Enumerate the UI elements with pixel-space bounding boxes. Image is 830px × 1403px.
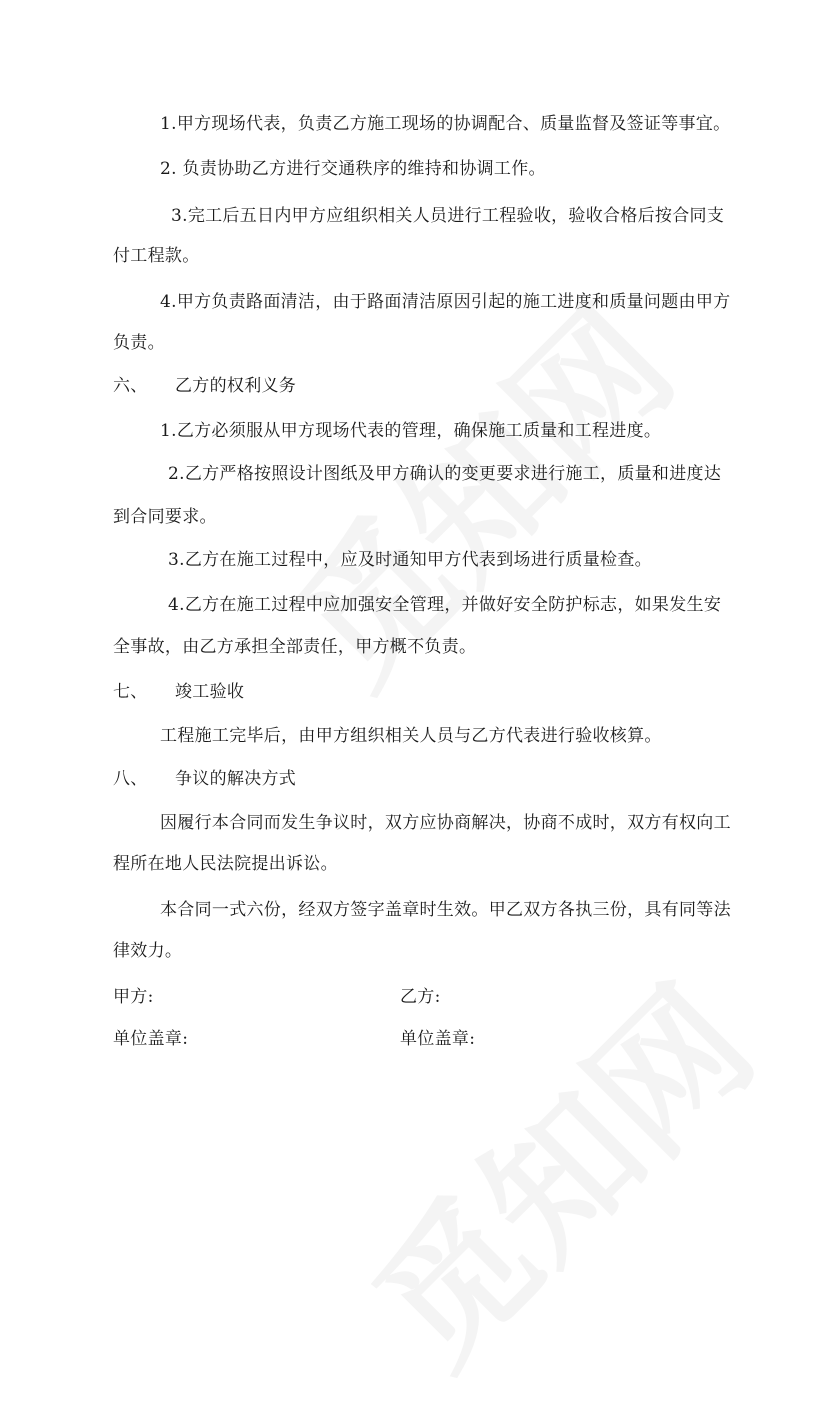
paragraph-line: 负责。: [113, 333, 165, 353]
paragraph-line: 律效力。: [113, 941, 183, 961]
section-title: 乙方的权利义务: [175, 376, 297, 396]
paragraph-line: 到合同要求。: [113, 507, 217, 527]
paragraph-line: 工程施工完毕后，由甲方组织相关人员与乙方代表进行验收核算。: [160, 726, 662, 746]
section-number: 七、: [113, 682, 148, 702]
section-title: 争议的解决方式: [175, 769, 297, 789]
paragraph-line: 2. 负责协助乙方进行交通秩序的维持和协调工作。: [160, 159, 546, 179]
paragraph-line: 本合同一式六份，经双方签字盖章时生效。甲乙双方各执三份，具有同等法: [160, 900, 731, 920]
section-title: 竣工验收: [175, 682, 245, 702]
paragraph-line: 因履行本合同而发生争议时，双方应协商解决，协商不成时，双方有权向工: [160, 813, 731, 833]
party-a-label: 甲方:: [113, 987, 154, 1007]
paragraph-line: 付工程款。: [113, 246, 200, 266]
paragraph-line: 程所在地人民法院提出诉讼。: [113, 854, 338, 874]
paragraph-line: 1.甲方现场代表，负责乙方施工现场的协调配合、质量监督及签证等事宜。: [160, 114, 731, 134]
party-b-label: 乙方:: [400, 987, 441, 1007]
paragraph-line: 3.完工后五日内甲方应组织相关人员进行工程验收，验收合格后按合同支: [171, 206, 725, 226]
paragraph-line: 4.甲方负责路面清洁，由于路面清洁原因引起的施工进度和质量问题由甲方: [160, 292, 731, 312]
section-number: 六、: [113, 376, 148, 396]
paragraph-line: 全事故，由乙方承担全部责任，甲方概不负责。: [113, 637, 477, 657]
paragraph-line: 2.乙方严格按照设计图纸及甲方确认的变更要求进行施工，质量和进度达: [168, 464, 722, 484]
paragraph-line: 4.乙方在施工过程中应加强安全管理，并做好安全防护标志，如果发生安: [168, 595, 722, 615]
watermark-bottom: [320, 933, 791, 1403]
section-number: 八、: [113, 769, 148, 789]
party-a-seal-label: 单位盖章:: [113, 1029, 189, 1049]
paragraph-line: 3.乙方在施工过程中，应及时通知甲方代表到场进行质量检查。: [168, 550, 652, 570]
paragraph-line: 1.乙方必须服从甲方现场代表的管理，确保施工质量和工程进度。: [160, 421, 662, 441]
party-b-seal-label: 单位盖章:: [400, 1029, 476, 1049]
